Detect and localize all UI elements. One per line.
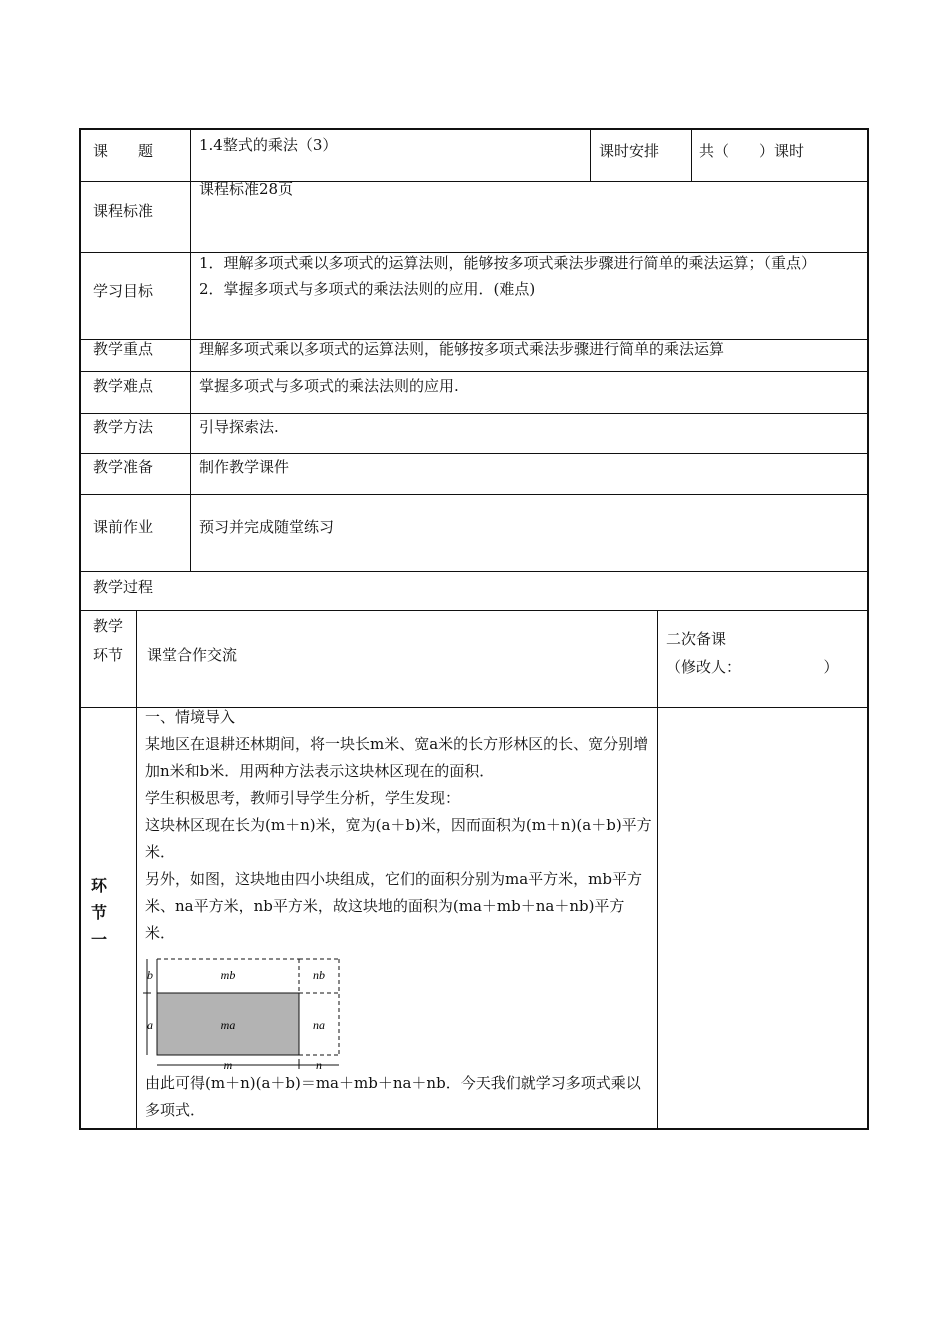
- paragraph: 这块林区现在长为(m＋n)米，宽为(a＋b)米，因而面积为(m＋n)(a＋b)平方米．: [145, 816, 652, 861]
- key-label: 教学重点: [93, 340, 154, 358]
- paragraph: 某地区在退耕还林期间，将一块长m米、宽a米的长方形林区的长、宽分别增加n米和b米．用两种方法表示这块林区现在的面积．: [145, 735, 649, 780]
- row-divider: [81, 610, 867, 611]
- process-label: 教学过程: [93, 578, 154, 596]
- goal-item: 2．掌握多项式与多项式的乘法法则的应用．(难点): [199, 280, 536, 298]
- difficulty-label: 教学难点: [93, 377, 154, 395]
- method-label: 教学方法: [93, 418, 154, 436]
- paragraph: 学生积极思考，教师引导学生分析，学生发现：: [145, 789, 461, 807]
- review-header: 二次备课: [666, 630, 727, 648]
- standard-label: 课程标准: [93, 202, 154, 220]
- row-divider: [81, 371, 867, 372]
- area-diagram: [141, 953, 341, 1073]
- difficulty-value: 掌握多项式与多项式的乘法法则的应用.: [199, 377, 459, 395]
- column-divider: [590, 130, 591, 181]
- label-ma: ma: [220, 1018, 236, 1032]
- label-a: a: [147, 1018, 153, 1032]
- schedule-value: 共（ ）课时: [699, 142, 805, 160]
- stage-one-label: 环节一: [91, 876, 108, 949]
- topic-label: 课 题: [93, 142, 154, 160]
- key-value: 理解多项式乘以多项式的运算法则，能够按多项式乘法步骤进行简单的乘法运算: [199, 340, 725, 358]
- goals-list: [199, 250, 863, 302]
- schedule-label: 课时安排: [599, 142, 660, 160]
- reviser-label: （修改人： ）: [666, 658, 839, 676]
- topic-value: 1.4整式的乘法（3）: [199, 136, 338, 154]
- label-mb: mb: [220, 968, 236, 982]
- label-na: na: [313, 1018, 325, 1032]
- column-divider: [691, 130, 692, 181]
- row-divider: [81, 571, 867, 572]
- label-n: n: [316, 1058, 322, 1072]
- goal-item: 1．理解多项式乘以多项式的运算法则，能够按多项式乘法步骤进行简单的乘法运算；（重点）: [199, 254, 817, 272]
- column-divider: [657, 610, 658, 1128]
- label-m: m: [223, 1058, 233, 1072]
- label-nb: nb: [313, 968, 325, 982]
- lesson-plan-table: [79, 128, 869, 1130]
- column-divider: [136, 610, 137, 1128]
- homework-value: 预习并完成随堂练习: [199, 518, 335, 536]
- section-one-content: [145, 704, 653, 947]
- method-value: 引导探索法.: [199, 418, 279, 436]
- label-b: b: [147, 968, 153, 982]
- goals-label: 学习目标: [93, 282, 154, 300]
- section-title: 一、情境导入: [145, 708, 236, 726]
- standard-value: 课程标准28页: [199, 180, 294, 198]
- row-divider: [81, 494, 867, 495]
- paragraph: 另外，如图，这块地由四小块组成，它们的面积分别为ma平方米，mb平方米、na平方米，nb平方米，故这块地的面积为(ma＋mb＋na＋nb)平方米．: [145, 870, 642, 942]
- conclusion: 由此可得(m＋n)(a＋b)＝ma＋mb＋na＋nb．今天我们就学习多项式乘以多项式．: [145, 1074, 641, 1119]
- main-header: 课堂合作交流: [147, 646, 238, 664]
- homework-label: 课前作业: [93, 518, 154, 536]
- prep-label: 教学准备: [93, 458, 154, 476]
- prep-value: 制作教学课件: [199, 458, 290, 476]
- stage-header: 教学环节: [93, 617, 124, 664]
- column-divider: [190, 130, 191, 571]
